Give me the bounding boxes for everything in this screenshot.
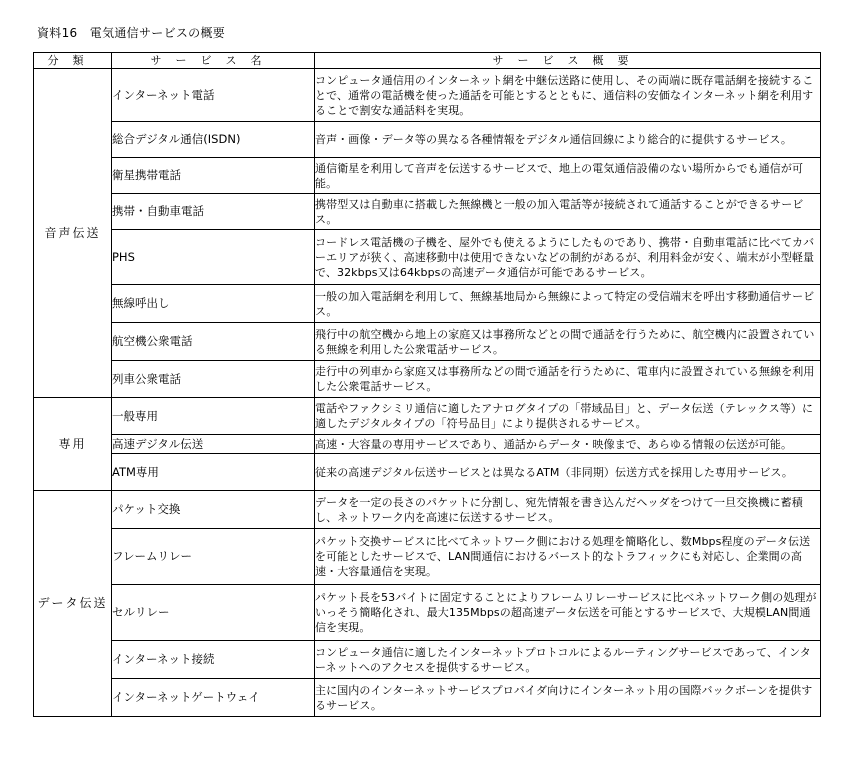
table-row <box>34 323 821 361</box>
service-name-cell: 総合デジタル通信(ISDN) <box>112 122 315 158</box>
table-row <box>34 285 821 323</box>
service-name-cell: PHS <box>112 230 315 285</box>
header-service-name: サービス名 <box>112 53 315 69</box>
table-row <box>34 679 821 717</box>
table-row <box>34 454 821 491</box>
service-name-cell: ATM専用 <box>112 454 315 491</box>
table-row <box>34 361 821 398</box>
table-row <box>34 158 821 194</box>
document-title: 資料16 電気通信サービスの概要 <box>37 26 226 40</box>
service-name-cell: 高速デジタル伝送 <box>112 435 315 454</box>
service-desc-cell: 主に国内のインターネットサービスプロバイダ向けにインターネット用の国際バックボーンを提供するサービス。 <box>315 679 821 717</box>
service-desc-cell: 高速・大容量の専用サービスであり、通話からデータ・映像まで、あらゆる情報の伝送が可能。 <box>315 435 821 454</box>
service-desc-cell: 走行中の列車から家庭又は事務所などの間で通話を行うために、電車内に設置されている無線を利用した公衆電話サービス。 <box>315 361 821 398</box>
service-name-cell: インターネット接続 <box>112 641 315 679</box>
service-name-cell: 一般専用 <box>112 398 315 435</box>
service-desc-cell: コンピュータ通信用のインターネット網を中継伝送路に使用し、その両端に既存電話網を接続することで、通常の電話機を使った通話を可能とするとともに、通信料の安価なインターネット網を利用することで割安な通話料を実現。 <box>315 69 821 122</box>
category-cell: データ伝送 <box>34 491 112 717</box>
table-row <box>34 435 821 454</box>
table-row <box>34 641 821 679</box>
service-name-cell: セルリレー <box>112 585 315 641</box>
service-desc-cell: 電話やファクシミリ通信に適したアナログタイプの「帯域品目」と、データ伝送（テレックス等）に適したデジタルタイプの「符号品目」により提供されるサービス。 <box>315 398 821 435</box>
service-name-cell: 列車公衆電話 <box>112 361 315 398</box>
service-desc-cell: コンピュータ通信に適したインターネットプロトコルによるルーティングサービスであって、インターネットへのアクセスを提供するサービス。 <box>315 641 821 679</box>
table-row <box>34 69 821 122</box>
header-overview: サービス概要 <box>315 53 821 69</box>
service-desc-cell: パケット交換サービスに比べてネットワーク側における処理を簡略化し、数Mbps程度のデータ伝送を可能としたサービスで、LAN間通信におけるバースト的なトラフィックにも対応し、企業間の高速・大容量通信を実現。 <box>315 529 821 585</box>
service-name-cell: 衛星携帯電話 <box>112 158 315 194</box>
service-name-cell: インターネット電話 <box>112 69 315 122</box>
service-name-cell: パケット交換 <box>112 491 315 529</box>
service-name-cell: 携帯・自動車電話 <box>112 194 315 230</box>
category-cell: 専用 <box>34 398 112 491</box>
table-row <box>34 529 821 585</box>
service-desc-cell: 通信衛星を利用して音声を伝送するサービスで、地上の電気通信設備のない場所からでも通信が可能。 <box>315 158 821 194</box>
category-cell: 音声伝送 <box>34 69 112 398</box>
service-desc-cell: 従来の高速デジタル伝送サービスとは異なるATM（非同期）伝送方式を採用した専用サービス。 <box>315 454 821 491</box>
table-header-row <box>34 53 821 69</box>
table-row <box>34 398 821 435</box>
header-category: 分類 <box>34 53 112 69</box>
service-desc-cell: 飛行中の航空機から地上の家庭又は事務所などとの間で通話を行うために、航空機内に設置されている無線を利用した公衆電話サービス。 <box>315 323 821 361</box>
service-name-cell: フレームリレー <box>112 529 315 585</box>
service-name-cell: インターネットゲートウェイ <box>112 679 315 717</box>
service-name-cell: 航空機公衆電話 <box>112 323 315 361</box>
service-overview-table <box>33 52 821 717</box>
table-row <box>34 230 821 285</box>
table-row <box>34 585 821 641</box>
service-name-cell: 無線呼出し <box>112 285 315 323</box>
service-desc-cell: 携帯型又は自動車に搭載した無線機と一般の加入電話等が接続されて通話することができるサービス。 <box>315 194 821 230</box>
service-desc-cell: 音声・画像・データ等の異なる各種情報をデジタル通信回線により総合的に提供するサービス。 <box>315 122 821 158</box>
service-desc-cell: コードレス電話機の子機を、屋外でも使えるようにしたものであり、携帯・自動車電話に比べてカバーエリアが狭く、高速移動中は使用できないなどの制約があるが、利用料金が安く、端末が小型軽量で、32kbps又は64kbpsの高速データ通信が可能であるサービス。 <box>315 230 821 285</box>
service-desc-cell: 一般の加入電話網を利用して、無線基地局から無線によって特定の受信端末を呼出す移動通信サービス。 <box>315 285 821 323</box>
table-row <box>34 122 821 158</box>
table-row <box>34 194 821 230</box>
service-desc-cell: データを一定の長さのパケットに分割し、宛先情報を書き込んだヘッダをつけて一旦交換機に蓄積し、ネットワーク内を高速に伝送するサービス。 <box>315 491 821 529</box>
service-desc-cell: パケット長を53バイトに固定することによりフレームリレーサービスに比べネットワーク側の処理がいっそう簡略化され、最大135Mbpsの超高速データ伝送を可能とするサービスで、大規模LAN間通信を実現。 <box>315 585 821 641</box>
table-row <box>34 491 821 529</box>
